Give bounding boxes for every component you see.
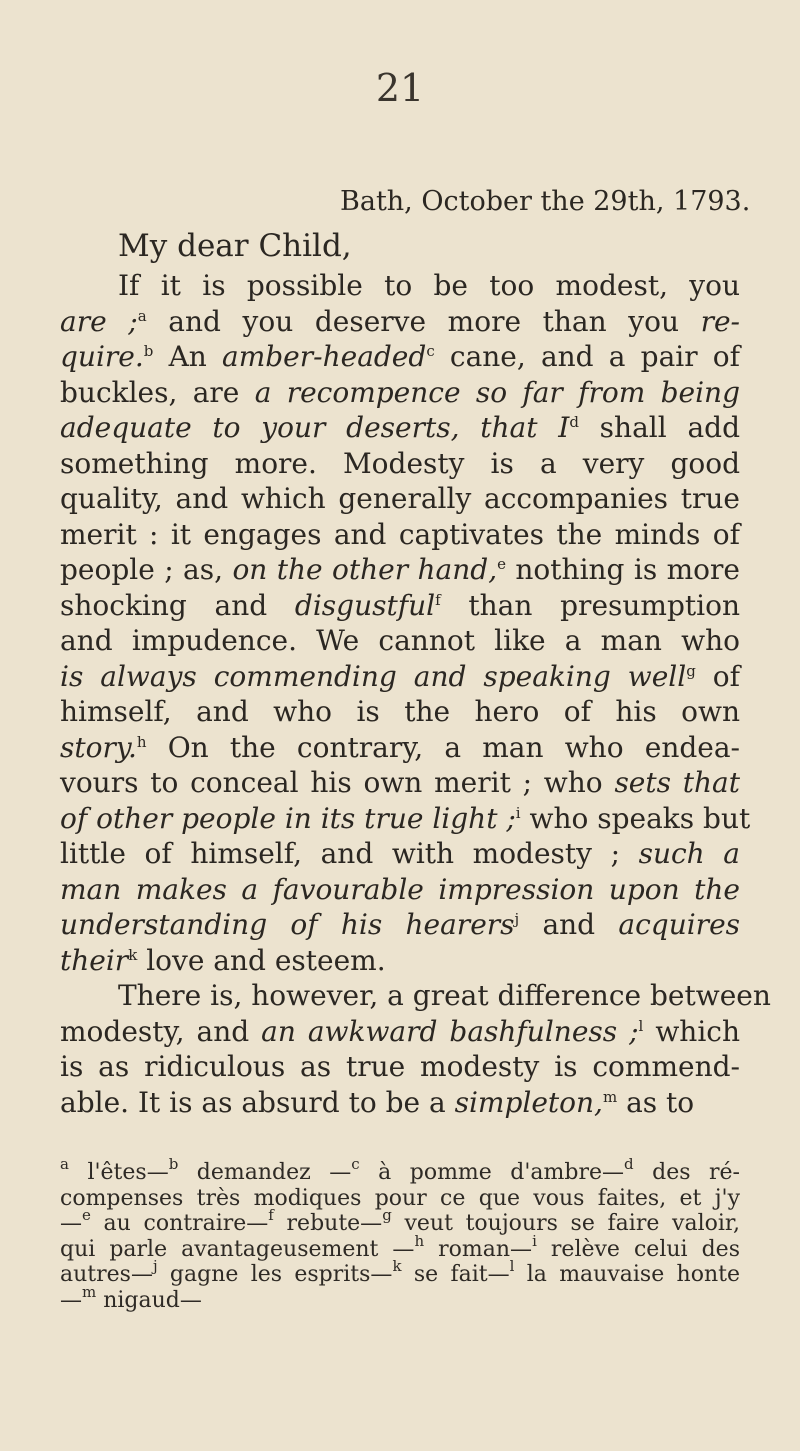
text-run: able. It is as absurd to be a	[60, 1085, 455, 1119]
italic-text: sets that	[614, 766, 740, 799]
text-run: quality, and which generally accompanies true	[60, 482, 740, 515]
text-run: people ; as,	[60, 553, 233, 586]
footnote-marker: d	[569, 413, 579, 431]
text-run: nigaud—	[96, 1287, 202, 1313]
text-run: himself, and who is the hero of his own	[60, 695, 740, 728]
text-run: relève celui des	[536, 1236, 740, 1262]
text-run: cane, and a pair of	[434, 340, 740, 373]
italic-text: on the other hand,	[232, 553, 498, 586]
italic-text: quire.	[60, 340, 144, 373]
text-run: and you deserve more than you	[146, 304, 701, 338]
page-number: 21	[375, 66, 425, 110]
body-line	[60, 517, 740, 553]
footnote-marker: i	[515, 803, 521, 822]
italic-text: an awkward bashfulness ;	[261, 1014, 639, 1048]
text-run: vours to conceal his own merit ; who	[60, 766, 615, 799]
italic-text: are ;	[60, 304, 138, 338]
body-line	[60, 304, 740, 340]
footnote-marker: h	[414, 1231, 425, 1250]
footnote-marker: c	[426, 342, 435, 360]
body-line	[60, 694, 740, 730]
text-run: demandez —	[178, 1160, 352, 1185]
body-line	[60, 1049, 740, 1085]
letter-salutation: My dear Child,	[118, 228, 352, 264]
text-run: gagne les esprits—	[157, 1262, 393, 1287]
body-line	[60, 1014, 740, 1050]
italic-text: amber-headed	[222, 340, 427, 373]
body-line	[60, 623, 740, 659]
italic-text: their	[60, 943, 129, 977]
footnote-marker: f	[435, 590, 441, 609]
body-line	[60, 446, 740, 482]
italic-text: is always commending and speaking well	[60, 659, 687, 693]
footnote-marker: g	[382, 1206, 392, 1224]
footnote-marker: j	[152, 1257, 158, 1275]
footnote-marker: k	[128, 945, 138, 964]
italic-text: adequate to your deserts, that I	[60, 411, 570, 444]
text-run: of	[695, 659, 741, 693]
body-line	[60, 481, 740, 517]
letter-dateline: Bath, October the 29th, 1793.	[340, 186, 751, 217]
body-line	[60, 552, 740, 588]
text-run: qui parle avantageusement —	[60, 1236, 415, 1262]
text-run: something more. Modesty is a very good	[60, 446, 740, 480]
italic-text: disgustful	[294, 588, 436, 622]
italic-text: understanding of his hearers	[60, 908, 515, 941]
text-run: l'êtes—	[68, 1160, 169, 1185]
footnote-marker: g	[686, 661, 696, 680]
letter-body	[60, 268, 771, 1120]
italic-text: man makes a favourable impression upon the	[60, 872, 740, 906]
text-run: buckles, are	[60, 375, 255, 409]
text-run: is as ridiculous as true modesty is commend-	[60, 1050, 740, 1083]
body-line	[60, 588, 740, 624]
italic-text: acquires	[618, 908, 741, 941]
text-run: love and esteem.	[137, 943, 386, 977]
body-line	[60, 836, 740, 872]
footnote-line	[60, 1257, 740, 1288]
text-run: autres—	[60, 1262, 153, 1287]
footnote-marker: l	[509, 1257, 515, 1275]
text-run: who speaks but	[520, 801, 751, 835]
text-run: which	[643, 1014, 741, 1048]
body-line	[60, 943, 740, 979]
body-line	[60, 339, 740, 375]
text-run: shocking and	[60, 588, 295, 622]
footnote-line	[60, 1282, 740, 1314]
text-run: des ré-	[633, 1160, 740, 1185]
body-line	[60, 375, 740, 411]
footnote-marker: d	[624, 1155, 634, 1173]
text-run: roman—	[424, 1236, 533, 1262]
text-run: rebute—	[273, 1211, 383, 1236]
text-run: au contraire—	[90, 1211, 269, 1236]
body-line	[60, 410, 740, 446]
footnote-marker: e	[497, 555, 506, 573]
text-run: There is, however, a great difference between	[118, 979, 771, 1012]
footnote-marker: h	[136, 732, 147, 751]
body-line	[60, 872, 740, 908]
text-run: and impudence. We cannot like a man who	[60, 624, 740, 657]
footnote-marker: m	[602, 1087, 618, 1106]
text-run: se fait—	[401, 1262, 510, 1287]
text-run: —	[60, 1211, 82, 1236]
footnote-marker: m	[82, 1282, 97, 1301]
text-run: On the contrary, a man who endea-	[146, 730, 740, 764]
italic-text: simpleton,	[454, 1085, 603, 1119]
text-run: merit : it engages and captivates the minds of	[60, 517, 740, 551]
footnote-marker: a	[137, 306, 147, 325]
text-run: If it is possible to be too modest, you	[118, 269, 740, 302]
body-line	[60, 1085, 740, 1121]
text-run: la mauvaise honte	[514, 1262, 740, 1287]
footnotes	[60, 1155, 740, 1313]
text-run: compenses très modiques pour ce que vous faites, et j'y	[60, 1185, 740, 1211]
body-line	[60, 907, 740, 943]
italic-text: a recompence so far from being	[254, 375, 741, 409]
footnote-marker: c	[351, 1155, 360, 1173]
text-run: little of himself, and with modesty ;	[60, 837, 639, 870]
body-line	[60, 659, 740, 695]
footnote-marker: i	[532, 1231, 537, 1250]
footnote-line	[60, 1186, 740, 1212]
text-run: than presumption	[440, 588, 740, 622]
footnote-marker: l	[638, 1016, 644, 1035]
text-run: and	[519, 908, 619, 941]
footnote-marker: e	[82, 1206, 91, 1224]
footnote-marker: k	[392, 1257, 402, 1275]
italic-text: re-	[700, 304, 741, 338]
text-run: nothing is more	[505, 553, 740, 586]
body-line	[60, 765, 740, 801]
text-run: veut toujours se faire valoir,	[391, 1211, 740, 1236]
footnote-line	[60, 1155, 740, 1186]
body-line	[60, 978, 771, 1014]
footnote-marker: a	[60, 1155, 69, 1173]
text-run: as to	[617, 1085, 695, 1119]
body-line	[60, 730, 740, 766]
text-run: à pomme d'ambre—	[359, 1160, 625, 1185]
body-line	[60, 268, 740, 304]
text-run: —	[60, 1287, 82, 1313]
footnote-marker: b	[143, 342, 154, 360]
text-run: An	[153, 340, 222, 373]
footnote-marker: b	[168, 1155, 179, 1173]
italic-text: such a	[638, 837, 740, 870]
footnote-marker: j	[514, 910, 520, 928]
body-line	[60, 801, 751, 837]
footnote-line	[60, 1206, 740, 1237]
text-run: modesty, and	[60, 1014, 262, 1048]
italic-text: of other people in its true light ;	[60, 801, 516, 835]
italic-text: story.	[60, 730, 137, 764]
text-run: shall add	[578, 411, 740, 444]
footnote-marker: f	[268, 1206, 274, 1224]
